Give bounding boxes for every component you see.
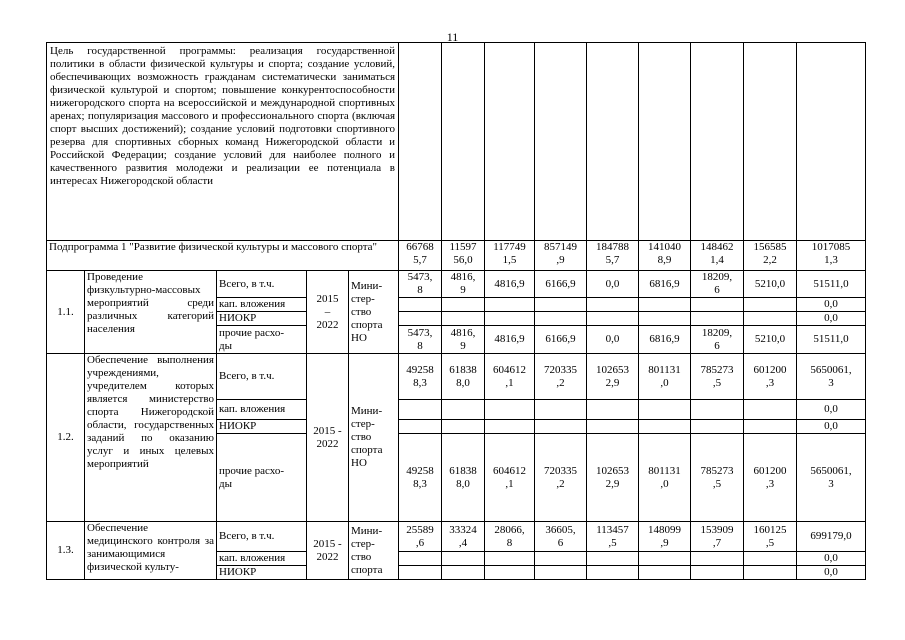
value-cell: 6816,9 [639, 326, 691, 354]
subprogram-value: 184788 5,7 [587, 241, 639, 271]
value-cell: 6166,9 [535, 271, 587, 298]
empty-cell [535, 43, 587, 241]
activity-name: Обеспечение выполнения учреждениями, учредителем которых является министерство спорта Нижегородской области, государственных заданий по оказанию услуг и иных целевых мероприятий [85, 354, 217, 522]
value-cell: 785273 ,5 [691, 434, 744, 522]
value-cell [639, 298, 691, 312]
value-cell: 785273 ,5 [691, 354, 744, 400]
goal-row [47, 43, 866, 241]
value-cell: 5473, 8 [399, 271, 442, 298]
value-cell: 33324 ,4 [442, 522, 485, 552]
executor: Мини- стер- ство спорта НО [349, 354, 399, 522]
value-cell: 5210,0 [744, 271, 797, 298]
value-cell [535, 400, 587, 420]
value-cell [639, 400, 691, 420]
value-cell: 720335 ,2 [535, 434, 587, 522]
value-cell: 601200 ,3 [744, 354, 797, 400]
value-cell: 28066, 8 [485, 522, 535, 552]
value-cell: 18209, 6 [691, 326, 744, 354]
value-cell: 0,0 [797, 566, 866, 580]
value-cell: 25589 ,6 [399, 522, 442, 552]
value-cell: 0,0 [797, 298, 866, 312]
value-cell [587, 552, 639, 566]
value-cell [744, 312, 797, 326]
value-cell [587, 298, 639, 312]
activity-number: 1.1. [47, 271, 85, 354]
expense-type: Всего, в т.ч. [217, 271, 307, 298]
value-cell: 113457 ,5 [587, 522, 639, 552]
expense-type: кап. вложения [217, 298, 307, 312]
value-cell: 0,0 [797, 420, 866, 434]
value-cell: 102653 2,9 [587, 434, 639, 522]
value-cell: 720335 ,2 [535, 354, 587, 400]
value-cell [691, 312, 744, 326]
value-cell: 49258 8,3 [399, 354, 442, 400]
empty-cell [485, 43, 535, 241]
value-cell [535, 566, 587, 580]
expense-type: НИОКР [217, 312, 307, 326]
value-cell [485, 566, 535, 580]
value-cell [399, 400, 442, 420]
value-cell [399, 566, 442, 580]
expense-type: прочие расхо- ды [217, 326, 307, 354]
subprogram-value: 156585 2,2 [744, 241, 797, 271]
page-number: 11 [446, 30, 459, 44]
table-row [47, 354, 866, 400]
value-cell: 801131 ,0 [639, 354, 691, 400]
executor: Мини- стер- ство спорта [349, 522, 399, 580]
activity-number: 1.3. [47, 522, 85, 580]
empty-cell [639, 43, 691, 241]
value-cell [399, 298, 442, 312]
value-cell [485, 420, 535, 434]
activity-number: 1.2. [47, 354, 85, 522]
value-cell [485, 312, 535, 326]
value-cell: 148099 ,9 [639, 522, 691, 552]
value-cell [535, 312, 587, 326]
value-cell [587, 566, 639, 580]
table-row [47, 271, 866, 298]
value-cell: 51511,0 [797, 271, 866, 298]
value-cell: 5650061, 3 [797, 434, 866, 522]
value-cell: 0,0 [797, 400, 866, 420]
value-cell: 4816,9 [485, 271, 535, 298]
period: 2015 - 2022 [307, 522, 349, 580]
empty-cell [744, 43, 797, 241]
expense-type: Всего, в т.ч. [217, 354, 307, 400]
empty-cell [587, 43, 639, 241]
expense-type: НИОКР [217, 566, 307, 580]
expense-type: Всего, в т.ч. [217, 522, 307, 552]
value-cell: 160125 ,5 [744, 522, 797, 552]
value-cell: 4816, 9 [442, 326, 485, 354]
value-cell [535, 420, 587, 434]
value-cell: 5650061, 3 [797, 354, 866, 400]
value-cell [485, 298, 535, 312]
value-cell: 4816,9 [485, 326, 535, 354]
table-row [47, 522, 866, 552]
value-cell: 4816, 9 [442, 271, 485, 298]
value-cell: 49258 8,3 [399, 434, 442, 522]
value-cell [639, 566, 691, 580]
value-cell [744, 552, 797, 566]
expense-type: кап. вложения [217, 400, 307, 420]
subprogram-value: 1017085 1,3 [797, 241, 866, 271]
value-cell [744, 566, 797, 580]
value-cell: 5473, 8 [399, 326, 442, 354]
subprogram-row [47, 241, 866, 271]
value-cell: 699179,0 [797, 522, 866, 552]
value-cell [399, 552, 442, 566]
value-cell [535, 552, 587, 566]
value-cell [691, 552, 744, 566]
value-cell [691, 400, 744, 420]
value-cell [691, 298, 744, 312]
value-cell [639, 420, 691, 434]
value-cell: 61838 8,0 [442, 434, 485, 522]
expense-type: прочие расхо- ды [217, 434, 307, 522]
value-cell: 102653 2,9 [587, 354, 639, 400]
expense-type: кап. вложения [217, 552, 307, 566]
value-cell: 153909 ,7 [691, 522, 744, 552]
program-goal-cell: Цель государственной программы: реализация государственной политики в области физической культуры и спорта; создание условий, обеспечивающих возможность гражданам систематически заниматься физической культурой и спортом; повышение конкурентоспособности нижегородского спорта на всероссийской и международной спортивных аренах; популяризация массового и профессионального спорта (включая спорт высших достижений); создание условий подготовки спортивного резерва для спортивных сборных команд Нижегородской области и Российской Федерации; создание условий для наиболее полного и качественного развития молодежи и реализации ее потенциала в интересах Нижегородской области [47, 43, 399, 241]
period: 2015 – 2022 [307, 271, 349, 354]
subprogram-value: 11597 56,0 [442, 241, 485, 271]
subprogram-title: Подпрограмма 1 "Развитие физической культуры и массового спорта" [47, 241, 399, 271]
value-cell: 0,0 [797, 312, 866, 326]
value-cell: 0,0 [587, 326, 639, 354]
value-cell: 0,0 [797, 552, 866, 566]
value-cell [485, 400, 535, 420]
subprogram-value: 117749 1,5 [485, 241, 535, 271]
value-cell: 6166,9 [535, 326, 587, 354]
value-cell [535, 298, 587, 312]
value-cell: 604612 ,1 [485, 434, 535, 522]
activity-name: Проведение физкультурно-массовых мероприятий среди различных категорий населения [85, 271, 217, 354]
empty-cell [399, 43, 442, 241]
value-cell [639, 312, 691, 326]
value-cell: 18209, 6 [691, 271, 744, 298]
program-table [46, 42, 866, 580]
activity-name: Обеспечение медицинского контроля за занимающимися физической культу- [85, 522, 217, 580]
value-cell: 51511,0 [797, 326, 866, 354]
executor: Мини- стер- ство спорта НО [349, 271, 399, 354]
value-cell [639, 552, 691, 566]
value-cell: 36605, 6 [535, 522, 587, 552]
value-cell: 5210,0 [744, 326, 797, 354]
value-cell [744, 400, 797, 420]
value-cell [587, 400, 639, 420]
value-cell [691, 420, 744, 434]
period: 2015 - 2022 [307, 354, 349, 522]
empty-cell [442, 43, 485, 241]
value-cell [442, 298, 485, 312]
empty-cell [691, 43, 744, 241]
value-cell [442, 420, 485, 434]
value-cell [691, 566, 744, 580]
expense-type: НИОКР [217, 420, 307, 434]
empty-cell [797, 43, 866, 241]
value-cell [587, 312, 639, 326]
subprogram-value: 857149 ,9 [535, 241, 587, 271]
value-cell [744, 420, 797, 434]
value-cell [399, 420, 442, 434]
value-cell [485, 552, 535, 566]
value-cell [587, 420, 639, 434]
value-cell [442, 400, 485, 420]
value-cell: 604612 ,1 [485, 354, 535, 400]
value-cell [399, 312, 442, 326]
table-body [47, 43, 866, 580]
value-cell: 6816,9 [639, 271, 691, 298]
subprogram-value: 66768 5,7 [399, 241, 442, 271]
value-cell: 801131 ,0 [639, 434, 691, 522]
value-cell [442, 312, 485, 326]
value-cell: 0,0 [587, 271, 639, 298]
value-cell: 61838 8,0 [442, 354, 485, 400]
subprogram-value: 148462 1,4 [691, 241, 744, 271]
value-cell [744, 298, 797, 312]
value-cell [442, 552, 485, 566]
value-cell: 601200 ,3 [744, 434, 797, 522]
subprogram-value: 141040 8,9 [639, 241, 691, 271]
value-cell [442, 566, 485, 580]
